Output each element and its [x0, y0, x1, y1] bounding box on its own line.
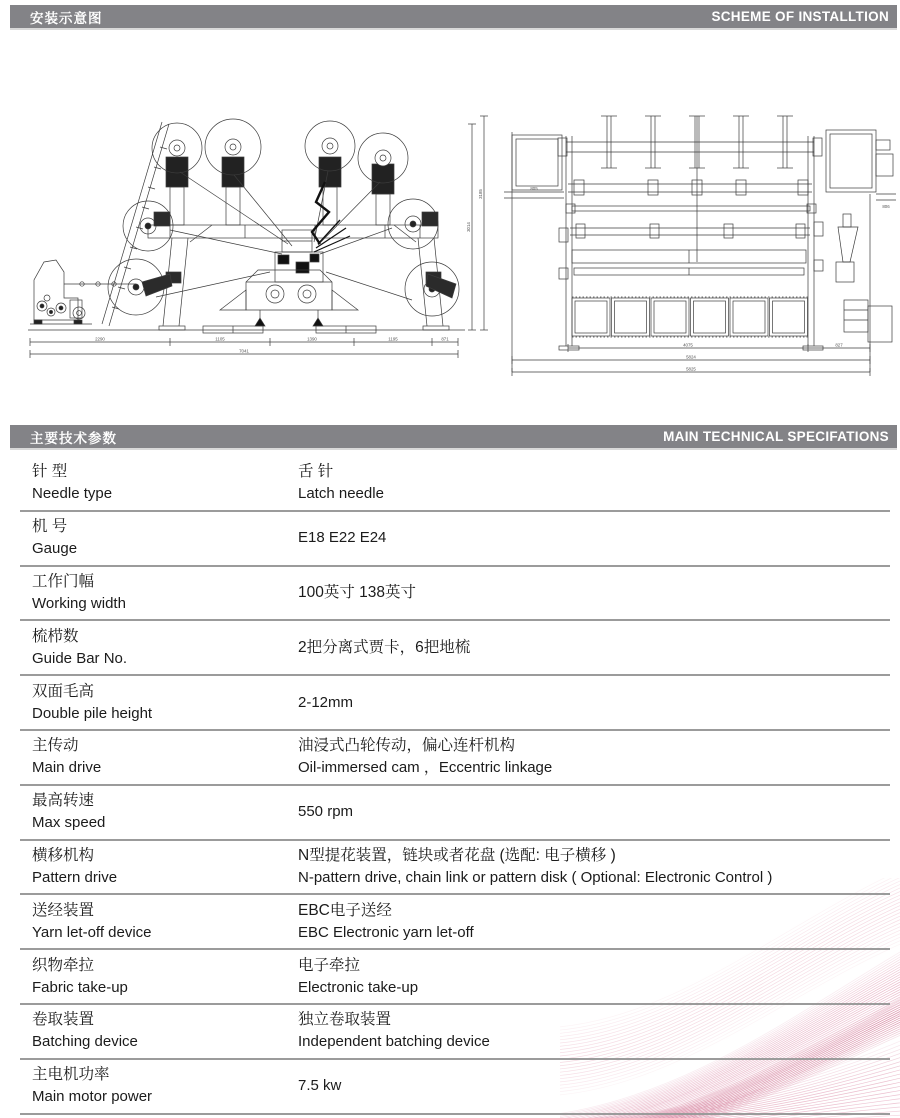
- spec-label-zh: 最高转速: [32, 792, 95, 810]
- spec-label-en: Main motor power: [32, 1088, 153, 1106]
- spec-value: [298, 676, 890, 729]
- spec-label-zh: 织物牵拉: [32, 956, 95, 974]
- spec-label-zh: 梳栉数: [32, 627, 79, 645]
- spec-value-line1: 独立卷取装置: [298, 1011, 392, 1029]
- spec-label-zh: 送经装置: [32, 901, 95, 919]
- spec-label-en: Fabric take-up: [32, 978, 128, 996]
- dim-label-height: 3185: [478, 189, 483, 199]
- spec-value-line1: 7.5 kw: [298, 1077, 342, 1095]
- spec-value: [298, 1005, 890, 1058]
- spec-label-zh: 双面毛高: [32, 682, 95, 700]
- header-specifications-zh: 主要技术参数: [30, 430, 117, 446]
- spec-value-line1: 舌 针: [298, 463, 334, 481]
- dim-label: 827: [835, 342, 843, 348]
- spec-value: [298, 841, 890, 894]
- spec-label-zh: 主电机功率: [32, 1066, 110, 1084]
- header-bar-specifications: [10, 425, 897, 448]
- spec-row-motor-power: [20, 1060, 890, 1115]
- dim-label: 1105: [215, 336, 225, 342]
- spec-label: [20, 512, 298, 565]
- spec-label-zh: 工作门幅: [32, 572, 95, 590]
- dim-label: 5824: [686, 354, 696, 360]
- dim-label-height: 3014: [466, 222, 471, 232]
- spec-row-pattern-drive: [20, 841, 890, 896]
- spec-row-main-drive: [20, 731, 890, 786]
- spec-label: [20, 841, 298, 894]
- dim-label: 2290: [95, 336, 105, 342]
- spec-label: [20, 1060, 298, 1113]
- spec-row-guide-bar: [20, 621, 890, 676]
- spec-value-line2: Independent batching device: [298, 1033, 490, 1051]
- spec-label-zh: 针 型: [32, 463, 68, 481]
- spec-label: [20, 950, 298, 1003]
- spec-value-line1: 100英寸 138英寸: [298, 583, 417, 601]
- spec-value-line2: N-pattern drive, chain link or pattern disk ( Optional: Electronic Control ): [298, 868, 773, 886]
- spec-label: [20, 567, 298, 620]
- header-installation-en: SCHEME OF INSTALLTION: [711, 9, 889, 24]
- spec-row-fabric-takeup: [20, 950, 890, 1005]
- spec-value: [298, 895, 890, 948]
- dim-label-total: 7041: [239, 348, 249, 354]
- rail-label: 805: [530, 186, 538, 191]
- spec-label-en: Working width: [32, 594, 126, 612]
- spec-label-en: Needle type: [32, 485, 113, 503]
- spec-label: [20, 457, 298, 510]
- spec-value: [298, 731, 890, 784]
- spec-label: [20, 786, 298, 839]
- spec-value-line1: 电子牵拉: [298, 956, 361, 974]
- header-bar-installation: [10, 5, 897, 28]
- dim-label: 1390: [307, 336, 317, 342]
- spec-row-gauge: [20, 512, 890, 567]
- spec-value-line2: Electronic take-up: [298, 978, 419, 996]
- spec-row-yarn-letoff: [20, 895, 890, 950]
- spec-value-line1: E18 E22 E24: [298, 529, 387, 547]
- spec-value-line1: EBC电子送经: [298, 901, 392, 919]
- dim-label: 1195: [388, 336, 398, 342]
- spec-row-max-speed: [20, 786, 890, 841]
- spec-label-zh: 横移机构: [32, 846, 95, 864]
- spec-label-zh: 主传动: [32, 737, 79, 755]
- installation-drawing-front-view: [502, 110, 898, 376]
- spec-row-working-width: [20, 567, 890, 622]
- spec-label-en: Pattern drive: [32, 868, 118, 886]
- spec-value-line1: 550 rpm: [298, 803, 354, 821]
- spec-label-en: Max speed: [32, 814, 106, 832]
- spec-label-en: Guide Bar No.: [32, 649, 128, 667]
- spec-label-zh: 卷取装置: [32, 1011, 95, 1029]
- spec-value-line1: 2把分离式贾卡，6把地梳: [298, 638, 471, 656]
- spec-value-line1: 油浸式凸轮传动，偏心连杆机构: [298, 737, 516, 755]
- spec-value: [298, 567, 890, 620]
- spec-label-en: Main drive: [32, 759, 102, 777]
- header-specifications-en: MAIN TECHNICAL SPECIFATIONS: [663, 429, 889, 444]
- spec-value-line2: EBC Electronic yarn let-off: [298, 923, 474, 941]
- spec-value-line1: 2-12mm: [298, 693, 354, 711]
- spec-value-line2: Oil-immersed cam ，Eccentric linkage: [298, 759, 553, 777]
- spec-value: [298, 950, 890, 1003]
- spec-label-en: Yarn let-off device: [32, 923, 152, 941]
- dim-label: 5825: [686, 366, 696, 372]
- spec-value-line2: Latch needle: [298, 485, 384, 503]
- spec-label-en: Batching device: [32, 1033, 138, 1051]
- spec-label: [20, 1005, 298, 1058]
- specifications-table: [20, 457, 890, 1115]
- spec-value: [298, 786, 890, 839]
- spec-value: [298, 621, 890, 674]
- spec-value: [298, 1060, 890, 1113]
- spec-label: [20, 676, 298, 729]
- spec-label-en: Double pile height: [32, 704, 153, 722]
- spec-row-batching-device: [20, 1005, 890, 1060]
- spec-value: [298, 512, 890, 565]
- dim-label: 871: [441, 336, 449, 342]
- spec-row-needle-type: [20, 457, 890, 512]
- spec-label: [20, 895, 298, 948]
- spec-label: [20, 621, 298, 674]
- installation-drawing-side-view: [20, 112, 490, 368]
- spec-label-zh: 机 号: [32, 518, 68, 536]
- header-installation-zh: 安装示意图: [30, 10, 103, 26]
- spec-label: [20, 731, 298, 784]
- dim-label: 4075: [683, 342, 693, 348]
- spec-value-line1: N型提花装置，链块或者花盘 (选配: 电子横移 ): [298, 846, 616, 864]
- spec-row-pile-height: [20, 676, 890, 731]
- rail-label: 806: [882, 204, 890, 209]
- spec-value: [298, 457, 890, 510]
- spec-label-en: Gauge: [32, 540, 78, 558]
